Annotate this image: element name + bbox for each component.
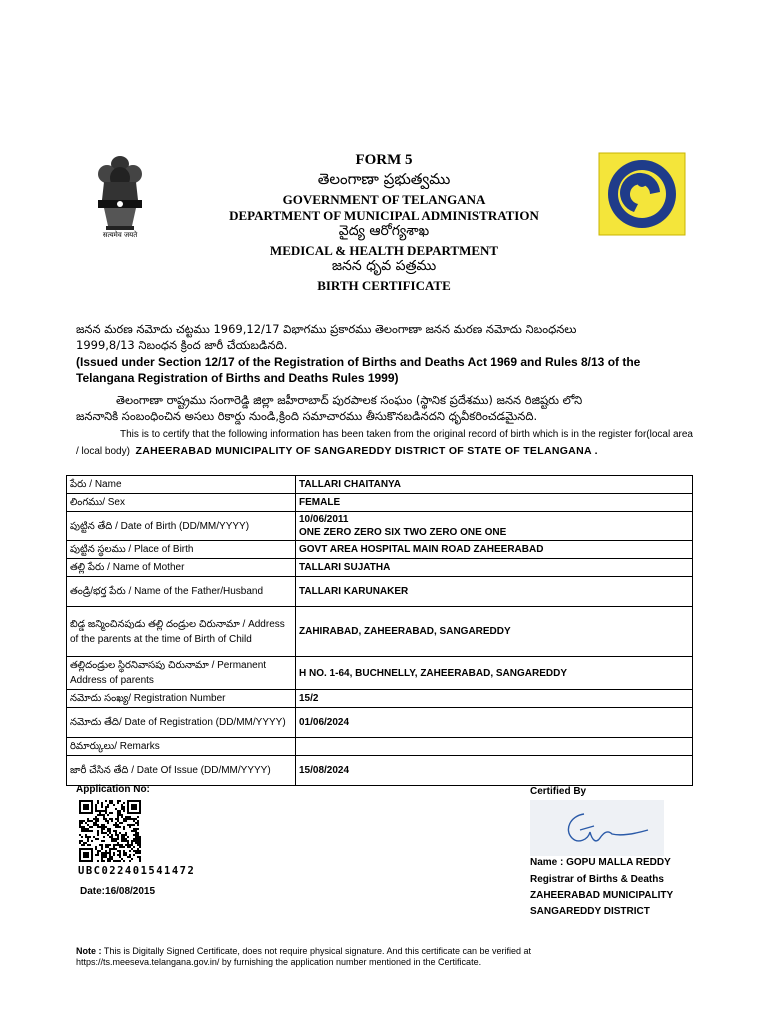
emblem-motto: सत्यमेव जयते <box>102 231 138 239</box>
row-value-text: H NO. 1-64, BUCHNELLY, ZAHEERABAD, SANGAREDDY <box>299 667 567 679</box>
table-row <box>67 559 693 577</box>
registrar-district: SANGAREDDY DISTRICT <box>530 906 650 917</box>
row-value <box>296 708 693 738</box>
row-value-text: TALLARI SUJATHA <box>299 562 391 573</box>
row-label: తండ్రి/భర్త పేరు / Name of the Father/Husband <box>67 577 296 607</box>
table-row <box>67 512 693 541</box>
application-number: UBC022401541472 <box>78 865 196 877</box>
register-body: ZAHEERABAD MUNICIPALITY OF SANGAREDDY DISTRICT OF STATE OF TELANGANA . <box>135 445 598 457</box>
row-value <box>296 512 693 541</box>
row-value-text: 10/06/2011 <box>299 514 349 525</box>
row-label: తల్లిదండ్రుల స్థిరనివాసపు చిరునామా / Permanent Address of parents <box>67 657 296 690</box>
form-number: FORM 5 <box>355 152 413 168</box>
row-value <box>296 756 693 786</box>
row-value-text: TALLARI KARUNAKER <box>299 586 409 597</box>
registrar-designation: Registrar of Births & Deaths <box>530 874 664 885</box>
row-value <box>296 541 693 559</box>
medical-department-title: MEDICAL & HEALTH DEPARTMENT <box>269 243 499 258</box>
birth-details-table <box>66 475 693 786</box>
row-label: పుట్టిన తేది / Date of Birth (DD/MM/YYYY) <box>67 512 296 541</box>
registrar-name: Name : GOPU MALLA REDDY <box>530 857 671 868</box>
row-value <box>296 494 693 512</box>
certify-statement <box>76 427 693 460</box>
certified-by-label: Certified By <box>530 786 587 797</box>
row-value <box>296 657 693 690</box>
note-label: Note : <box>76 946 102 956</box>
row-label: పేరు / Name <box>67 476 296 494</box>
government-telugu: తెలంగాణా ప్రభుత్వము <box>317 170 451 188</box>
application-date: Date:16/08/2015 <box>80 886 156 897</box>
row-value <box>296 577 693 607</box>
issued-under-text: (Issued under Section 12/17 of the Registration of Births and Deaths Act 1969 and Rules 8/13 of the Telangana Registration of Births and Deaths Rules 1999) <box>76 355 641 385</box>
row-label: పుట్టిన స్థలము / Place of Birth <box>67 541 296 559</box>
footer-note <box>76 946 636 968</box>
table-row <box>67 756 693 786</box>
certificate-title: BIRTH CERTIFICATE <box>317 278 451 293</box>
telugu-intro-line-1: జనన మరణ నమోదు చట్టము 1969,12/17 విభాగము ప్రకారము తెలంగాణా జనన మరణ నమోదు నిబంధనలు <box>76 322 577 336</box>
row-value <box>296 476 693 494</box>
telugu-intro-line-4: జననానికి సంబంధించిన అసలు రికార్డు నుండి,క్రింది సమాచారము తీసుకొనబడినదని ధృవీకరించడమైనది. <box>76 409 538 423</box>
row-value-text: 15/2 <box>299 693 319 704</box>
government-title: GOVERNMENT OF TELANGANA <box>282 192 486 207</box>
row-value-words: ONE ZERO ZERO SIX TWO ZERO ONE ONE <box>299 527 507 538</box>
row-value-text: 01/06/2024 <box>299 717 350 728</box>
note-text: This is Digitally Signed Certificate, does not require physical signature. And this certificate can be verified at https://ts.meeseva.telangana.gov.in/ by furnishing the application number mentioned in the Certificate. <box>76 946 532 967</box>
qr-code-icon <box>79 800 141 862</box>
row-value-text: GOVT AREA HOSPITAL MAIN ROAD ZAHEERABAD <box>299 544 544 555</box>
row-value-text: TALLARI CHAITANYA <box>299 479 402 490</box>
table-row <box>67 708 693 738</box>
row-value <box>296 690 693 708</box>
row-value <box>296 559 693 577</box>
table-row <box>67 494 693 512</box>
table-row <box>67 738 693 756</box>
row-value-text: FEMALE <box>299 497 341 508</box>
row-label: రిమార్కులు/ Remarks <box>67 738 296 756</box>
row-label: బిడ్డ జన్మించినపుడు తల్లి దండ్రుల చిరునామా / Address of the parents at the time of Birth of Child <box>67 607 296 657</box>
row-value <box>296 738 693 756</box>
table-row <box>67 607 693 657</box>
medical-department-telugu: వైద్య ఆరోగ్యశాఖ <box>338 223 430 239</box>
row-label: నమోదు తేది/ Date of Registration (DD/MM/YYYY) <box>67 708 296 738</box>
signature-image <box>530 800 664 856</box>
row-value-text: 15/08/2024 <box>299 765 350 776</box>
table-row <box>67 476 693 494</box>
department-title: DEPARTMENT OF MUNICIPAL ADMINISTRATION <box>229 208 539 223</box>
certificate-telugu: జనన ధృవ పత్రము <box>331 258 437 274</box>
row-value <box>296 607 693 657</box>
telugu-intro-line-2: 1999,8/13 నిబంధన క్రింద జారీ చేయబడినది. <box>76 338 288 352</box>
registrar-body: ZAHEERABAD MUNICIPALITY <box>530 890 674 901</box>
row-value-text: ZAHIRABAD, ZAHEERABAD, SANGAREDDY <box>299 626 511 637</box>
table-row <box>67 657 693 690</box>
row-label: నమోదు సంఖ్య/ Registration Number <box>67 690 296 708</box>
application-label: Application No: <box>76 784 150 795</box>
table-row <box>67 577 693 607</box>
table-row <box>67 541 693 559</box>
certify-text: This is to certify that the following information has been taken from the original record of birth which is in the register for(local area / local body) <box>76 429 693 457</box>
row-label: లింగము/ Sex <box>67 494 296 512</box>
table-row <box>67 690 693 708</box>
row-label: జారీ చేసిన తేది / Date Of Issue (DD/MM/YYYY) <box>67 756 296 786</box>
telugu-intro-line-3: తెలంగాణా రాష్ట్రము సంగారెడ్డి జిల్లా జహీరాబాద్ పురపాలక సంఘం (స్థానిక ప్రదేశము) జనన రిజిష్టరు లోని <box>116 393 583 407</box>
row-label: తల్లి పేరు / Name of Mother <box>67 559 296 577</box>
